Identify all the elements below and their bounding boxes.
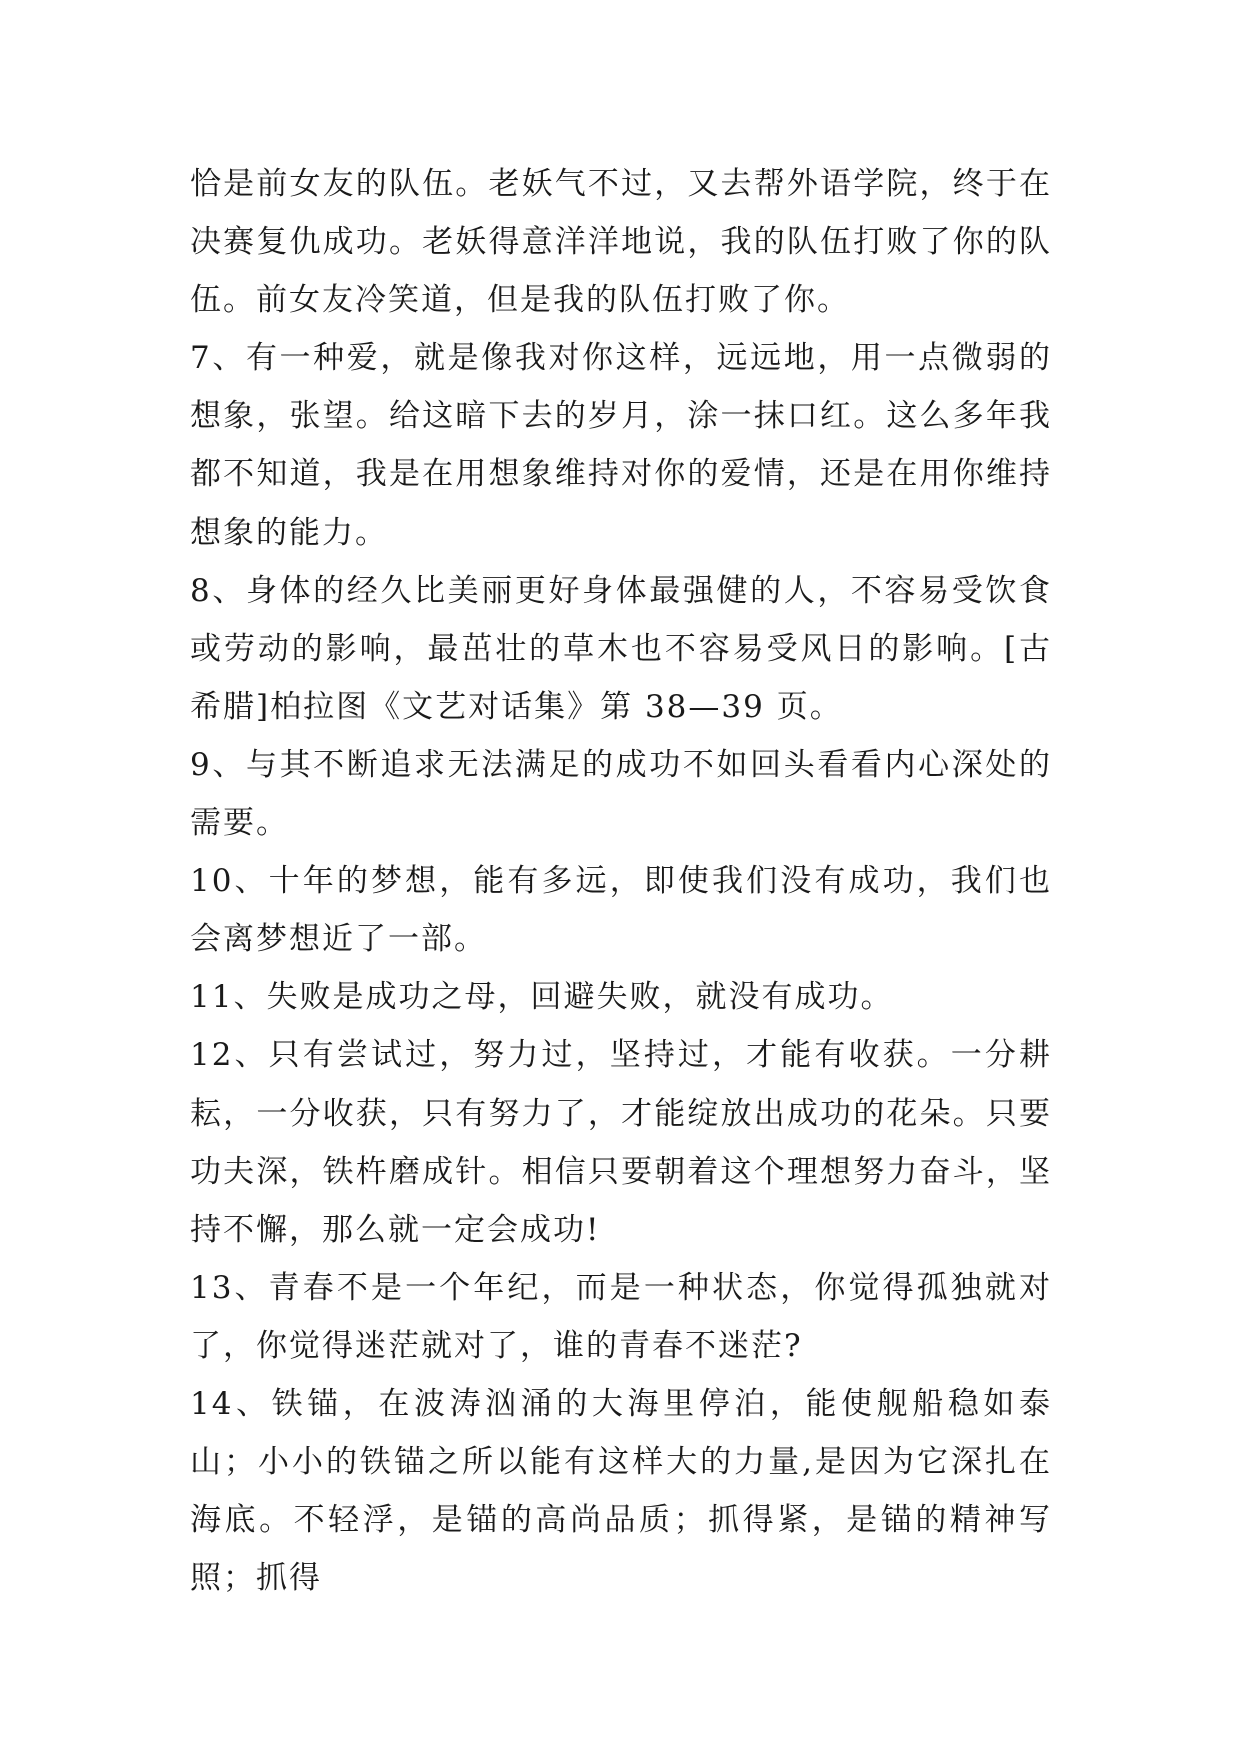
document-body (190, 155, 1052, 1607)
paragraph-item-7: 7、有一种爱，就是像我对你这样，远远地，用一点微弱的想象，张望。给这暗下去的岁月，涂一抹口红。这么多年我都不知道，我是在用想象维持对你的爱情，还是在用你维持想象的能力。 (190, 340, 1052, 551)
paragraph-item-8: 8、身体的经久比美丽更好身体最强健的人，不容易受饮食或劳动的影响，最茁壮的草木也不容易受风日的影响。[古希腊]柏拉图《文艺对话集》第 38—39 页。 (190, 572, 1052, 725)
paragraph-item-13: 13、青春不是一个年纪，而是一种状态，你觉得孤独就对了，你觉得迷茫就对了，谁的青春不迷茫? (190, 1269, 1052, 1364)
paragraph-continuation: 恰是前女友的队伍。老妖气不过，又去帮外语学院，终于在决赛复仇成功。老妖得意洋洋地说，我的队伍打败了你的队伍。前女友冷笑道，但是我的队伍打败了你。 (190, 166, 1052, 319)
paragraph-item-12: 12、只有尝试过，努力过，坚持过，才能有收获。一分耕耘，一分收获，只有努力了，才能绽放出成功的花朵。只要功夫深，铁杵磨成针。相信只要朝着这个理想努力奋斗，坚持不懈，那么就一定会成功! (190, 1037, 1052, 1248)
paragraph-item-11: 11、失败是成功之母，回避失败，就没有成功。 (190, 979, 894, 1016)
paragraph-item-10: 10、十年的梦想，能有多远，即使我们没有成功，我们也会离梦想近了一部。 (190, 863, 1052, 958)
paragraph-item-14: 14、铁锚，在波涛汹涌的大海里停泊，能使舰船稳如泰山；小小的铁锚之所以能有这样大的力量,是因为它深扎在海底。不轻浮，是锚的高尚品质；抓得紧，是锚的精神写照；抓得 (190, 1385, 1052, 1597)
paragraph-item-9: 9、与其不断追求无法满足的成功不如回头看看内心深处的需要。 (190, 746, 1052, 842)
